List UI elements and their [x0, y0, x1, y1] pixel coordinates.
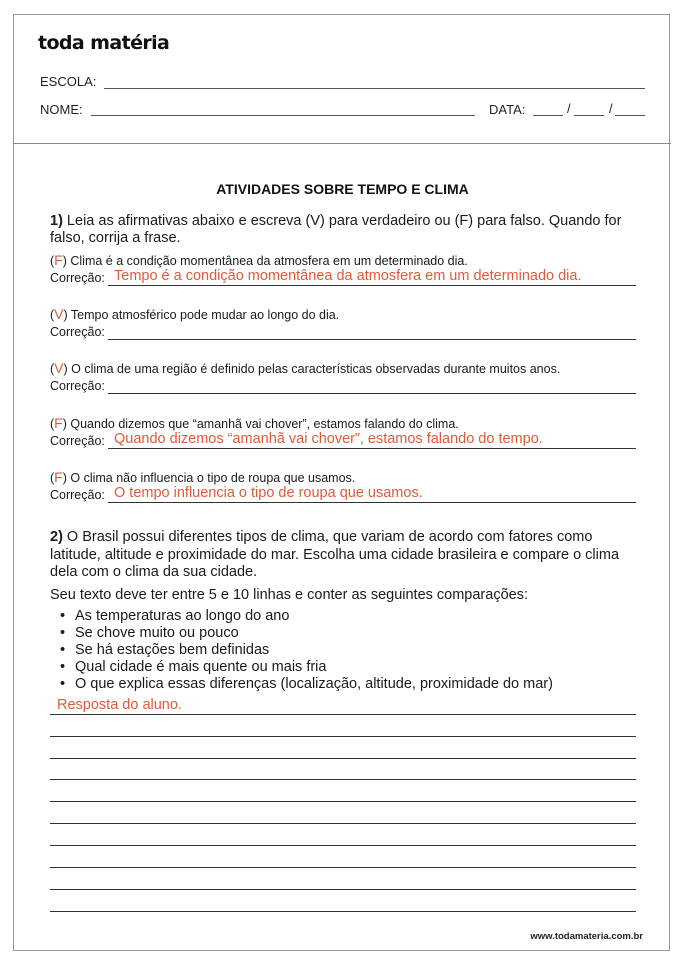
date-separator: / [609, 101, 613, 116]
list-item: • Se há estações bem definidas [58, 642, 553, 659]
school-label: ESCOLA: [40, 74, 97, 89]
question-number: 1) [50, 213, 63, 229]
statement-4: (F) Quando dizemos que “amanhã vai chover”, estamos falando do clima. [50, 415, 459, 431]
name-label: NOME: [40, 102, 83, 117]
date-year-field[interactable] [615, 115, 645, 116]
answer-line[interactable] [50, 911, 636, 912]
date-day-field[interactable] [533, 115, 563, 116]
correction-line-5[interactable] [108, 502, 636, 503]
list-item: • Qual cidade é mais quente ou mais fria [58, 659, 553, 676]
statement-3: (V) O clima de uma região é definido pelas características observadas durante muitos anos. [50, 360, 561, 376]
correction-line-2[interactable] [108, 339, 636, 340]
question-text: Leia as afirmativas abaixo e escreva (V) para verdadeiro ou (F) para falso. Quando for falso, corrija a frase. [50, 213, 622, 246]
page-title: ATIVIDADES SOBRE TEMPO E CLIMA [216, 181, 469, 197]
answer-mark[interactable]: V [54, 360, 64, 376]
question-2-prompt [50, 529, 640, 582]
footer-url: www.todamateria.com.br [530, 931, 643, 942]
correction-label: Correção: [50, 271, 105, 285]
answer-mark[interactable]: V [54, 306, 64, 322]
answer-line[interactable] [50, 845, 636, 846]
statement-text: ) Clima é a condição momentânea da atmosfera em um determinado dia. [62, 254, 468, 268]
statement-5: (F) O clima não influencia o tipo de roupa que usamos. [50, 469, 356, 485]
answer-line[interactable] [50, 823, 636, 824]
correction-text-1: Tempo é a condição momentânea da atmosfera em um determinado dia. [114, 268, 582, 284]
correction-text-4: Quando dizemos “amanhã vai chover”, estamos falando do tempo. [114, 431, 543, 447]
comparison-list [58, 608, 553, 693]
date-month-field[interactable] [574, 115, 604, 116]
statement-text: ) Quando dizemos que “amanhã vai chover”, estamos falando do clima. [62, 417, 459, 431]
list-item: • As temperaturas ao longo do ano [58, 608, 553, 625]
question-1-prompt [50, 213, 640, 247]
answer-mark[interactable]: F [54, 415, 63, 431]
question-number: 2) [50, 529, 63, 545]
correction-line-3[interactable] [108, 393, 636, 394]
answer-line[interactable] [50, 889, 636, 890]
school-field[interactable] [104, 88, 645, 89]
answer-line[interactable] [50, 867, 636, 868]
list-item: • O que explica essas diferenças (localização, altitude, proximidade do mar) [58, 676, 553, 693]
date-separator: / [567, 101, 571, 116]
question-text: O Brasil possui diferentes tipos de clima, que variam de acordo com fatores como latitude, altitude e proximidade do mar. Escolha uma cidade brasileira e compare o clima dela com o clima da sua cidade. [50, 529, 620, 580]
answer-line[interactable] [50, 736, 636, 737]
correction-label: Correção: [50, 325, 105, 339]
answer-line[interactable] [50, 758, 636, 759]
correction-label: Correção: [50, 434, 105, 448]
question-2-instruction: Seu texto deve ter entre 5 e 10 linhas e conter as seguintes comparações: [50, 587, 528, 603]
statement-text: ) O clima de uma região é definido pelas características observadas durante muitos anos. [63, 362, 561, 376]
correction-line-4[interactable] [108, 448, 636, 449]
statement-1: (F) Clima é a condição momentânea da atmosfera em um determinado dia. [50, 252, 468, 268]
date-label: DATA: [489, 102, 526, 117]
answer-mark[interactable]: F [54, 252, 63, 268]
list-item: • Se chove muito ou pouco [58, 625, 553, 642]
correction-label: Correção: [50, 488, 105, 502]
statement-2: (V) Tempo atmosférico pode mudar ao longo do dia. [50, 306, 340, 322]
correction-text-5: O tempo influencia o tipo de roupa que usamos. [114, 485, 423, 501]
brand-logo: toda matéria [38, 32, 170, 54]
name-field[interactable] [91, 115, 475, 116]
statement-text: ) O clima não influencia o tipo de roupa que usamos. [62, 471, 356, 485]
answer-line[interactable] [50, 801, 636, 802]
answer-line[interactable] [50, 779, 636, 780]
student-response: Resposta do aluno. [57, 697, 182, 713]
answer-line[interactable] [50, 714, 636, 715]
answer-mark[interactable]: F [54, 469, 63, 485]
header-divider [13, 143, 671, 144]
correction-line-1[interactable] [108, 285, 636, 286]
correction-label: Correção: [50, 379, 105, 393]
statement-text: ) Tempo atmosférico pode mudar ao longo do dia. [63, 308, 340, 322]
